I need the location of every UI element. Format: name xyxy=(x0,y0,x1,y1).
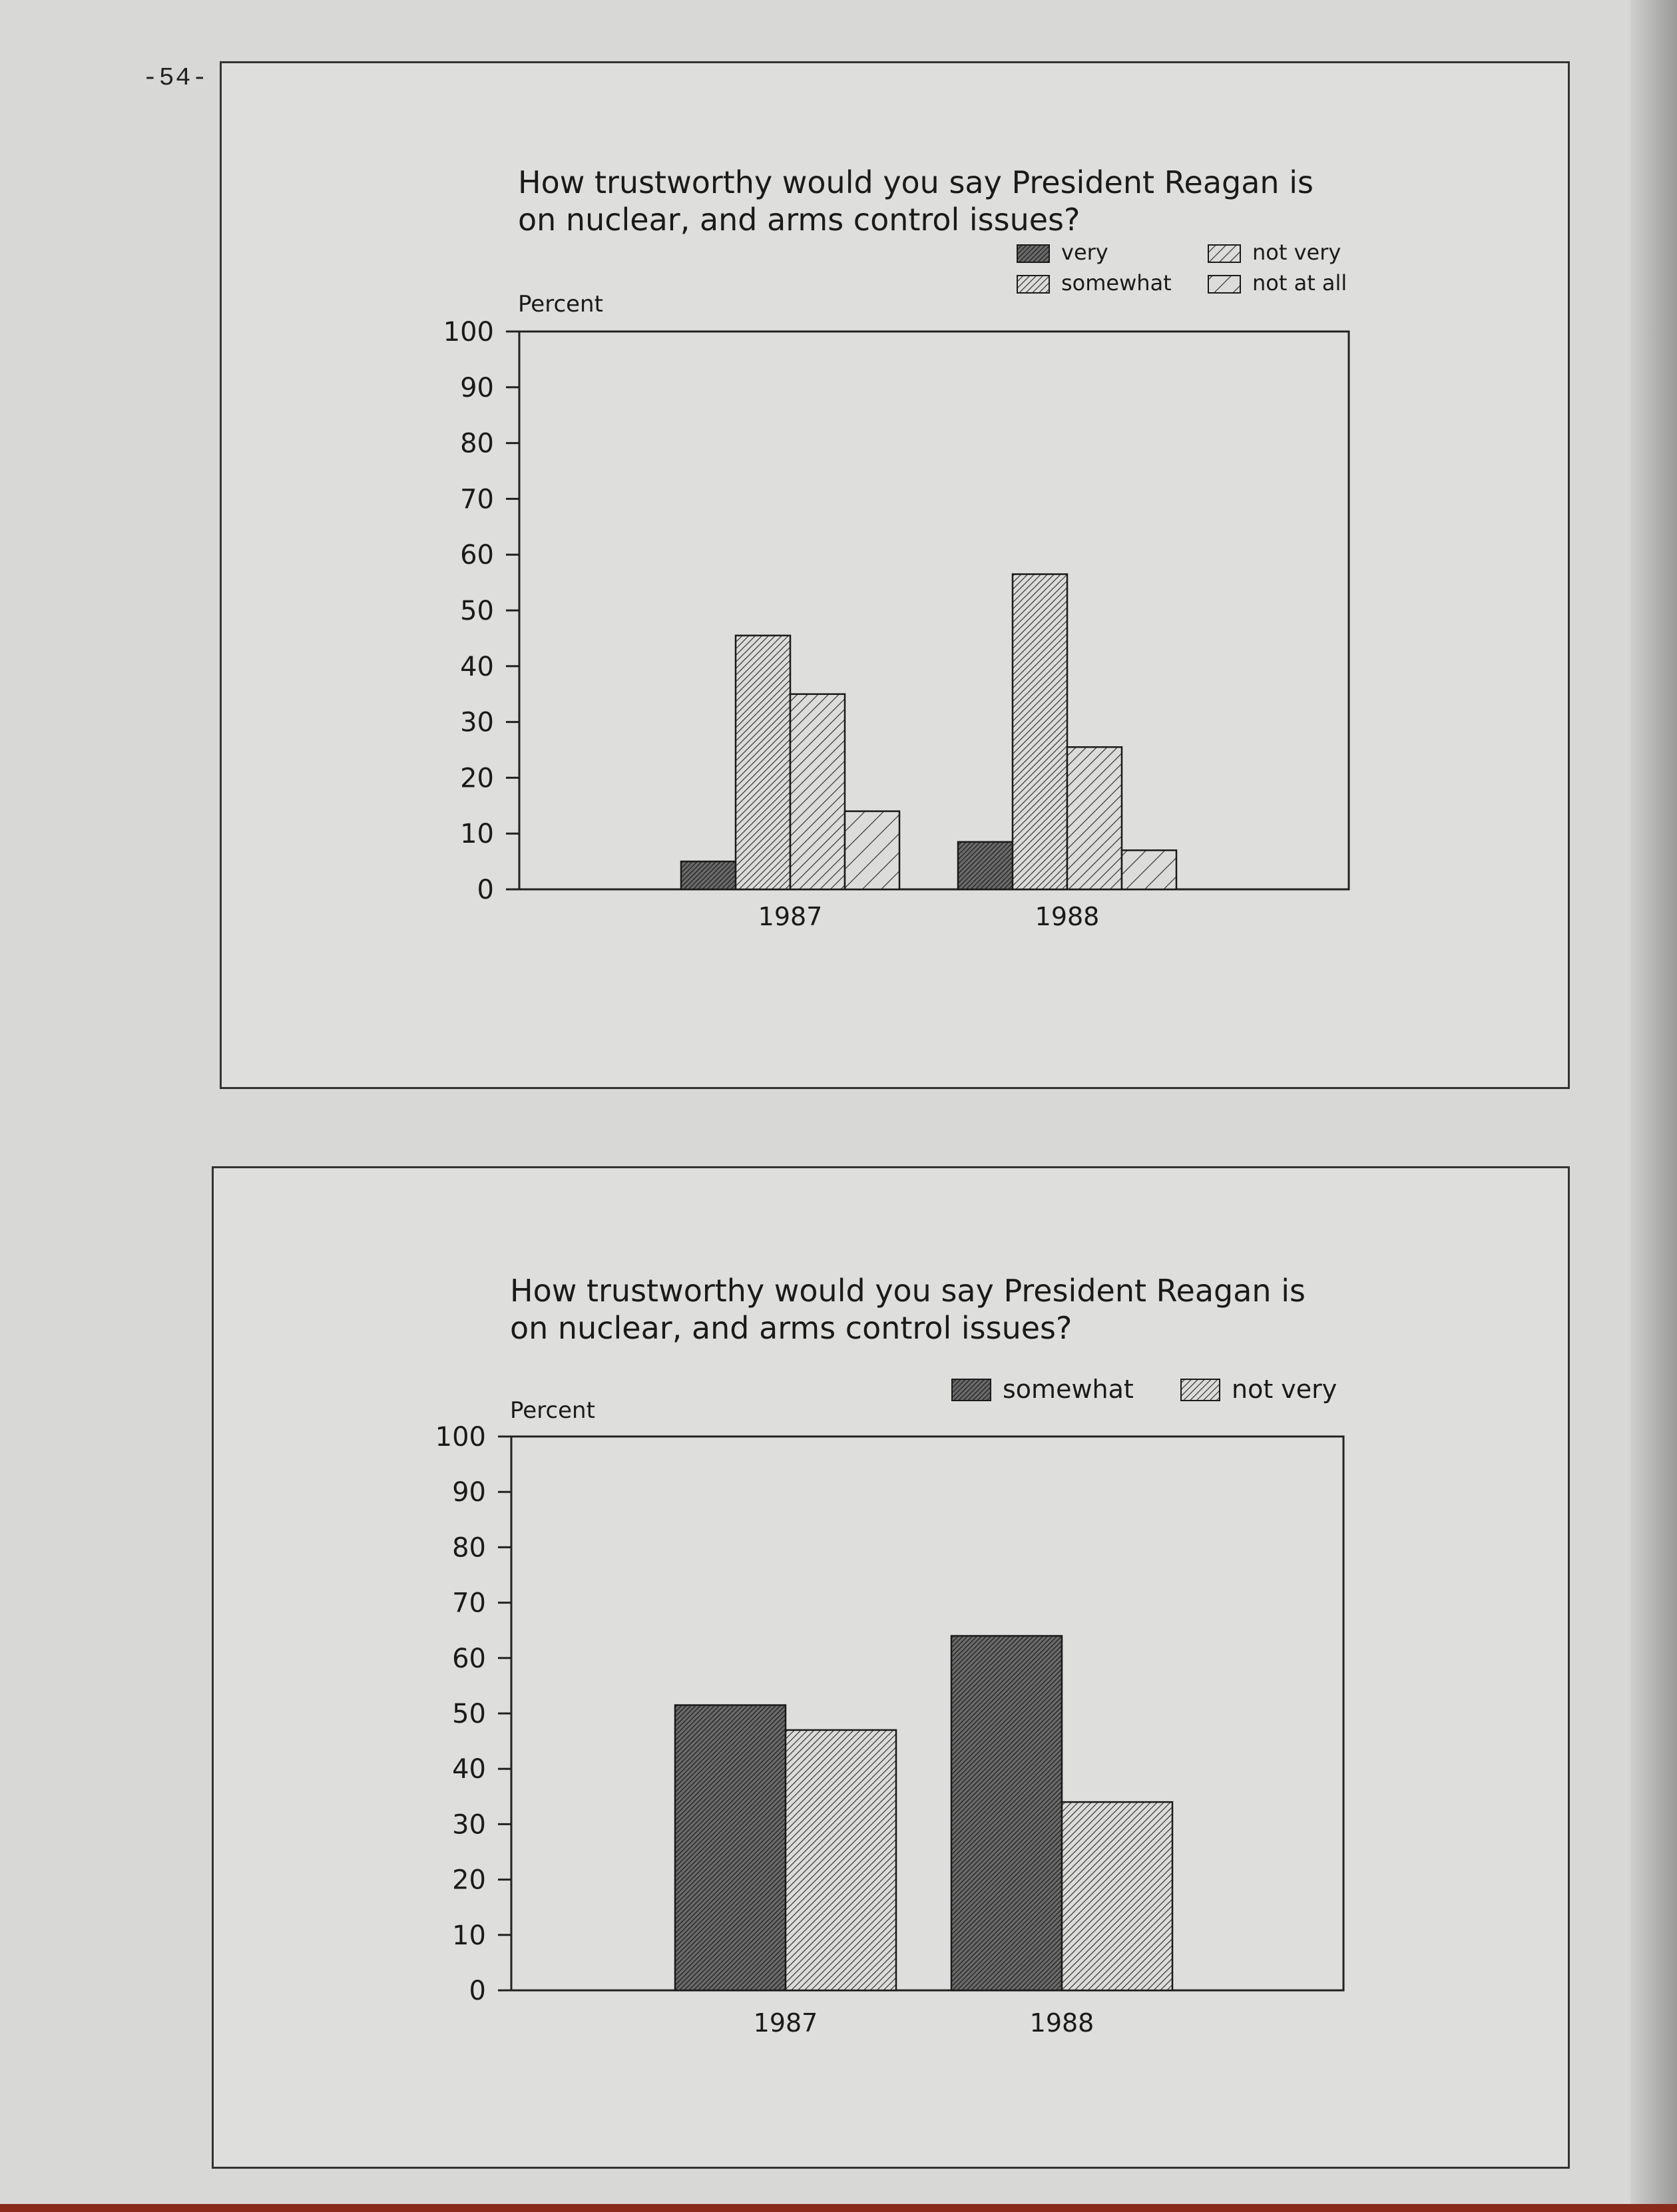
legend-label: not at all xyxy=(1252,270,1347,296)
y-tick-label: 80 xyxy=(460,428,494,459)
bar-1987-somewhat xyxy=(736,636,790,889)
page-edge-shadow xyxy=(1630,0,1677,2212)
bar-1988-somewhat xyxy=(951,1636,1062,1990)
legend-label: very xyxy=(1061,240,1108,265)
legend-swatch xyxy=(1181,1379,1220,1401)
y-tick-label: 50 xyxy=(460,596,494,626)
page-bottom-strip xyxy=(0,2204,1677,2212)
y-tick-label: 40 xyxy=(460,651,494,682)
y-tick-label: 60 xyxy=(452,1643,486,1674)
legend-swatch xyxy=(1208,245,1240,262)
y-tick-label: 10 xyxy=(460,819,494,850)
y-axis-label: Percent xyxy=(510,1397,595,1424)
y-tick-label: 60 xyxy=(460,540,494,571)
bar-1987-not-at-all xyxy=(845,811,899,889)
x-category-label: 1987 xyxy=(758,902,823,931)
y-tick-label: 80 xyxy=(452,1532,486,1564)
y-tick-label: 0 xyxy=(477,875,494,905)
plot-frame xyxy=(511,1437,1343,1990)
y-tick-label: 10 xyxy=(452,1920,486,1951)
legend-label: not very xyxy=(1232,1375,1337,1404)
legend-label: somewhat xyxy=(1003,1375,1134,1404)
y-tick-label: 70 xyxy=(452,1588,486,1619)
legend-label: somewhat xyxy=(1061,270,1172,296)
y-tick-label: 20 xyxy=(460,763,494,794)
bar-1988-very xyxy=(958,842,1013,889)
y-axis-label: Percent xyxy=(518,291,603,318)
bar-1988-somewhat xyxy=(1013,574,1067,889)
x-category-label: 1987 xyxy=(753,2008,818,2038)
y-tick-label: 30 xyxy=(460,707,494,738)
chart-title-line: on nuclear, and arms control issues? xyxy=(510,1310,1073,1346)
chart-title-line: How trustworthy would you say President Reagan is xyxy=(518,164,1314,200)
chart-1-group xyxy=(443,164,1349,931)
bar-1988-not-very xyxy=(1062,1802,1172,1990)
y-tick-label: 100 xyxy=(435,1422,486,1452)
y-tick-label: 70 xyxy=(460,484,494,515)
y-tick-label: 30 xyxy=(452,1809,486,1841)
legend-label: not very xyxy=(1252,240,1341,265)
chart-title-line: How trustworthy would you say President Reagan is xyxy=(510,1273,1306,1309)
chart-2-group xyxy=(435,1273,1343,2038)
bar-1987-not-very xyxy=(790,694,845,889)
legend-swatch xyxy=(1208,276,1240,293)
bar-1988-not-at-all xyxy=(1122,850,1176,889)
legend-swatch xyxy=(952,1379,991,1401)
y-tick-label: 100 xyxy=(443,317,494,347)
y-tick-label: 50 xyxy=(452,1699,486,1729)
legend-swatch xyxy=(1017,276,1049,293)
x-category-label: 1988 xyxy=(1029,2008,1094,2038)
bar-1987-somewhat xyxy=(675,1705,786,1990)
y-tick-label: 0 xyxy=(469,1976,486,2006)
bar-1987-very xyxy=(681,861,736,889)
bar-1987-not-very xyxy=(786,1730,896,1990)
y-tick-label: 20 xyxy=(452,1865,486,1896)
y-tick-label: 90 xyxy=(452,1477,486,1508)
chart-title-line: on nuclear, and arms control issues? xyxy=(518,202,1080,238)
y-tick-label: 40 xyxy=(452,1754,486,1785)
page-number: -54- xyxy=(142,64,209,93)
bar-1988-not-very xyxy=(1067,747,1122,889)
legend-swatch xyxy=(1017,245,1049,262)
plot-frame xyxy=(519,332,1349,889)
x-category-label: 1988 xyxy=(1035,902,1100,931)
y-tick-label: 90 xyxy=(460,372,494,403)
